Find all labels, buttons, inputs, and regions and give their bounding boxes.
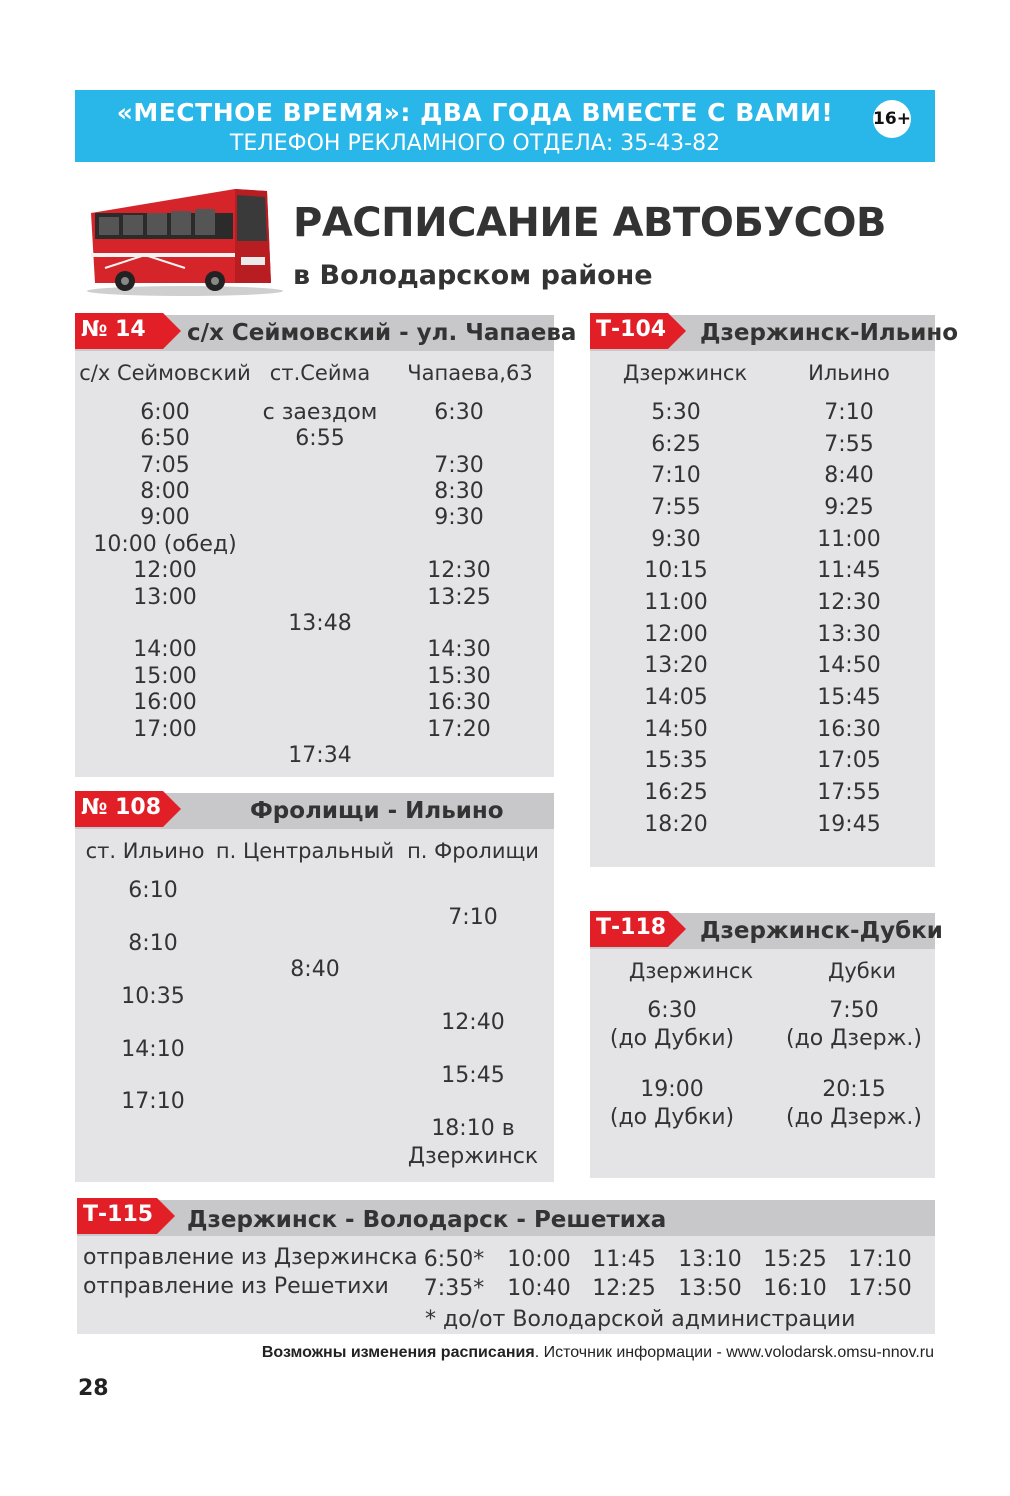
route-t104-time: 10:15 xyxy=(644,558,708,583)
route-t118-note: (до Дубки) xyxy=(609,1105,735,1130)
page-subtitle: в Володарском районе xyxy=(293,260,653,291)
route-t104-time: 11:45 xyxy=(817,558,881,583)
route-14-col-head-1: с/х Сеймовский xyxy=(79,361,251,385)
route-t104-time: 9:30 xyxy=(651,527,701,552)
route-108-col-head-3: п. Фролищи xyxy=(407,839,539,863)
route-14-panel xyxy=(75,315,577,777)
route-t115-time: 17:50 xyxy=(848,1276,912,1301)
route-t115-row1-label: отправление из Дзержинска xyxy=(83,1245,418,1270)
route-108-number: № 108 xyxy=(75,791,163,827)
route-108-time: 6:10 xyxy=(128,878,178,903)
route-t118-time: 7:50 xyxy=(829,998,879,1023)
route-t115-time: 10:00 xyxy=(507,1247,571,1272)
route-t115-panel xyxy=(77,1200,935,1334)
route-108-panel xyxy=(75,793,554,1182)
route-t104-time: 7:55 xyxy=(824,432,874,457)
route-t118-number: Т-118 xyxy=(590,911,668,947)
route-t104-time: 5:30 xyxy=(651,400,701,425)
route-14-time: 9:00 xyxy=(140,505,190,530)
route-t104-time: 11:00 xyxy=(644,590,708,615)
route-14-time: 13:00 xyxy=(133,585,197,610)
banner-phone: ТЕЛЕФОН РЕКЛАМНОГО ОТДЕЛА: 35-43-82 xyxy=(229,131,721,156)
route-t115-number: Т-115 xyxy=(77,1198,157,1234)
route-14-time: 17:00 xyxy=(133,717,197,742)
route-t104-time: 14:50 xyxy=(644,717,708,742)
route-t115-time: 13:50 xyxy=(678,1276,742,1301)
route-t104-time: 17:05 xyxy=(817,748,881,773)
route-t118-note: (до Дзерж.) xyxy=(785,1105,923,1130)
route-14-time: 17:34 xyxy=(288,743,352,768)
page-number: 28 xyxy=(78,1376,109,1401)
route-14-time: 8:30 xyxy=(434,479,484,504)
route-14-col-head-3: Чапаева,63 xyxy=(407,361,533,385)
route-14-time: 13:25 xyxy=(427,585,491,610)
route-14-time: 15:30 xyxy=(427,664,491,689)
route-14-time: 14:00 xyxy=(133,637,197,662)
route-t104-number: Т-104 xyxy=(590,313,668,349)
top-banner xyxy=(75,90,935,162)
route-t115-time: 15:25 xyxy=(763,1247,827,1272)
route-108-time: 8:40 xyxy=(290,957,340,982)
route-t104-time: 16:30 xyxy=(817,717,881,742)
route-t118-time: 20:15 xyxy=(822,1077,886,1102)
route-108-col-head-2: п. Центральный xyxy=(215,839,395,863)
route-t115-time: 16:10 xyxy=(763,1276,827,1301)
route-t104-time: 15:45 xyxy=(817,685,881,710)
route-t118-title: Дзержинск-Дубки xyxy=(700,918,943,944)
route-108-time: 7:10 xyxy=(448,905,498,930)
route-14-time: 7:05 xyxy=(140,453,190,478)
route-t104-title: Дзержинск-Ильино xyxy=(700,320,959,346)
route-108-title: Фролищи - Ильино xyxy=(250,798,504,824)
footer-note-bold: Возможны изменения расписания xyxy=(261,1344,535,1361)
route-t118-time: 19:00 xyxy=(640,1077,704,1102)
route-t118-col-head-2: Дубки xyxy=(827,959,897,983)
route-14-time: 6:30 xyxy=(434,400,484,425)
route-t104-panel xyxy=(590,315,959,867)
route-14-time: 6:55 xyxy=(295,426,345,451)
route-t115-time: 12:25 xyxy=(592,1276,656,1301)
route-t104-time: 14:50 xyxy=(817,653,881,678)
route-14-col-head-2: ст.Сейма xyxy=(269,361,371,385)
route-14-time: 8:00 xyxy=(140,479,190,504)
route-t118-col-head-1: Дзержинск xyxy=(628,959,754,983)
route-t104-time: 7:10 xyxy=(651,463,701,488)
route-t115-time: 11:45 xyxy=(592,1247,656,1272)
route-t104-time: 13:20 xyxy=(644,653,708,678)
route-14-time: 7:30 xyxy=(434,453,484,478)
route-t104-time: 7:55 xyxy=(651,495,701,520)
route-108-note: Дзержинск xyxy=(407,1144,539,1169)
route-t104-time: 13:30 xyxy=(817,622,881,647)
route-t115-time: 10:40 xyxy=(507,1276,571,1301)
route-t104-time: 15:35 xyxy=(644,748,708,773)
route-t115-title: Дзержинск - Володарск - Решетиха xyxy=(187,1207,667,1233)
route-t104-col-head-2: Ильино xyxy=(808,361,890,385)
page-title: РАСПИСАНИЕ АВТОБУСОВ xyxy=(293,200,887,246)
route-108-time: 10:35 xyxy=(121,984,185,1009)
route-t115-time: 6:50* xyxy=(423,1247,485,1272)
route-t115-time: 13:10 xyxy=(678,1247,742,1272)
route-t104-time: 16:25 xyxy=(644,780,708,805)
route-t104-time: 6:25 xyxy=(651,432,701,457)
route-t104-time: 8:40 xyxy=(824,463,874,488)
route-14-time: 12:30 xyxy=(427,558,491,583)
route-14-time: 14:30 xyxy=(427,637,491,662)
route-108-time: 17:10 xyxy=(121,1089,185,1114)
route-108-time: 8:10 xyxy=(128,931,178,956)
route-14-time: 12:00 xyxy=(133,558,197,583)
route-14-number: № 14 xyxy=(75,313,163,349)
route-t104-time: 11:00 xyxy=(817,527,881,552)
bus-icon xyxy=(85,183,285,298)
route-108-time: 12:40 xyxy=(441,1010,505,1035)
route-t118-time: 6:30 xyxy=(647,998,697,1023)
route-108-time: 15:45 xyxy=(441,1063,505,1088)
route-108-time: 18:10 в xyxy=(431,1116,515,1141)
route-t118-note: (до Дзерж.) xyxy=(785,1026,923,1051)
route-t104-time: 12:00 xyxy=(644,622,708,647)
route-14-time: с заездом xyxy=(262,400,378,425)
age-rating-badge: 16+ xyxy=(873,100,911,138)
route-14-time: 16:30 xyxy=(427,690,491,715)
route-t104-time: 19:45 xyxy=(817,812,881,837)
route-t104-time: 14:05 xyxy=(644,685,708,710)
route-108-time: 14:10 xyxy=(121,1037,185,1062)
route-t118-note: (до Дубки) xyxy=(609,1026,735,1051)
route-108-col-head-1: ст. Ильино xyxy=(85,839,205,863)
route-14-title: с/х Сеймовский - ул. Чапаева xyxy=(187,320,577,346)
route-t115-footnote: * до/от Володарской администрации xyxy=(425,1307,856,1332)
route-14-time: 6:00 xyxy=(140,400,190,425)
route-t104-time: 18:20 xyxy=(644,812,708,837)
route-t115-time: 7:35* xyxy=(423,1276,485,1301)
route-14-time: 13:48 xyxy=(288,611,352,636)
route-t104-time: 9:25 xyxy=(824,495,874,520)
route-t115-row2-label: отправление из Решетихи xyxy=(83,1274,389,1299)
footer-note-source: . Источник информации - www.volodarsk.omsu-nnov.ru xyxy=(534,1344,934,1361)
route-t104-col-head-1: Дзержинск xyxy=(622,361,748,385)
route-14-time: 10:00 (обед) xyxy=(93,532,237,557)
footer-note xyxy=(262,1344,934,1362)
route-t115-time: 17:10 xyxy=(848,1247,912,1272)
route-14-time: 9:30 xyxy=(434,505,484,530)
route-t104-time: 17:55 xyxy=(817,780,881,805)
route-t118-panel xyxy=(590,913,943,1178)
route-14-time: 6:50 xyxy=(140,426,190,451)
route-t104-time: 12:30 xyxy=(817,590,881,615)
route-14-time: 16:00 xyxy=(133,690,197,715)
route-14-time: 17:20 xyxy=(427,717,491,742)
route-14-time: 15:00 xyxy=(133,664,197,689)
banner-headline: «МЕСТНОЕ ВРЕМЯ»: ДВА ГОДА ВМЕСТЕ С ВАМИ! xyxy=(116,98,834,127)
route-t104-time: 7:10 xyxy=(824,400,874,425)
